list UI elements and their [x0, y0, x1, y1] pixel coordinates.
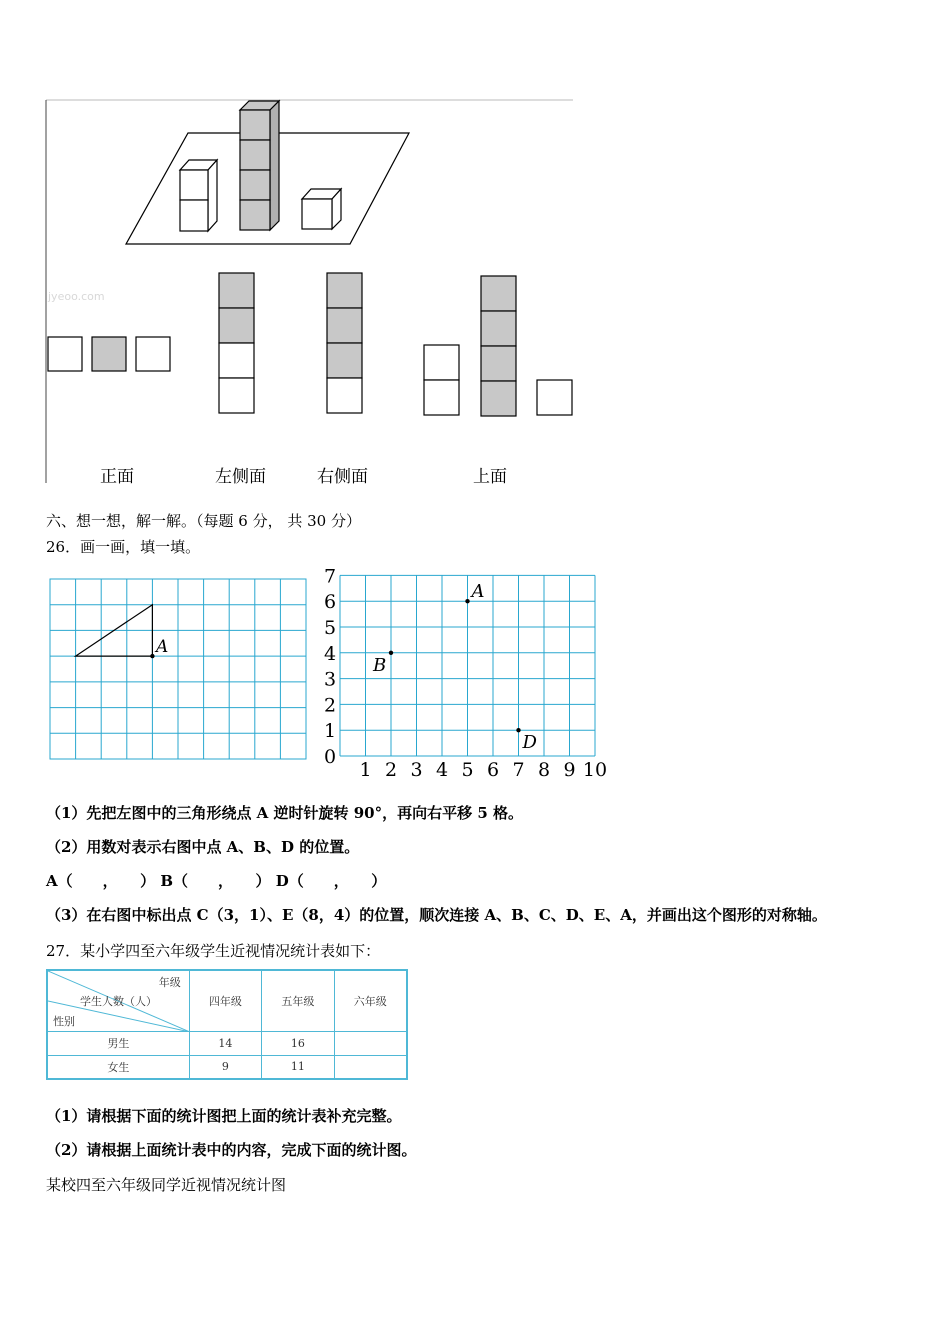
q26-part1: （1）先把左图中的三角形绕点 A 逆时针旋转 90°，再向右平移 5 格。 — [46, 804, 523, 822]
table-cell: 9 — [189, 1055, 261, 1079]
y-tick-label: 2 — [323, 694, 337, 717]
table-cell: 14 — [189, 1031, 261, 1055]
label-top: 上面 — [473, 467, 507, 487]
x-tick-label: 6 — [486, 759, 500, 781]
cube-views-figure — [40, 95, 580, 495]
q26-title: 26．画一画，填一填。 — [46, 538, 201, 556]
q26-part3: （3）在右图中标出点 C（3，1）、E（8，4）的位置，顺次连接 A、B、C、D、E、A，并画出这个图形的对称轴。 — [46, 906, 827, 924]
y-tick-label: 4 — [323, 642, 337, 665]
point-label-b: B — [373, 654, 387, 676]
watermark: jyeoo.com — [48, 290, 105, 303]
x-tick-label: 3 — [410, 759, 423, 781]
x-tick-label: 10 — [582, 759, 608, 781]
point-a — [465, 599, 469, 603]
top-view — [424, 276, 572, 416]
left-side-view — [219, 273, 254, 413]
y-tick-label: 7 — [323, 565, 337, 588]
left-grid-point-label: A — [156, 637, 169, 657]
table-cell-blank[interactable] — [334, 1055, 407, 1079]
table-row — [47, 1055, 407, 1079]
y-tick-label: 1 — [323, 720, 337, 743]
right-side-view — [327, 273, 362, 413]
header-grade: 年级 — [158, 976, 181, 989]
q27-chart-title: 某校四至六年级同学近视情况统计图 — [46, 1176, 287, 1194]
x-tick-label: 1 — [359, 759, 372, 781]
label-left-side: 左侧面 — [215, 467, 266, 487]
y-tick-label: 0 — [323, 746, 337, 768]
x-tick-label: 7 — [512, 759, 525, 781]
table-cell: 16 — [262, 1031, 334, 1055]
label-right-side: 右侧面 — [317, 467, 368, 487]
cube-stack-tall — [240, 101, 279, 230]
header-gender: 性别 — [53, 1015, 75, 1028]
table-header-diagonal-cell — [47, 970, 189, 1031]
header-count: 学生人数（人） — [80, 995, 157, 1008]
myopia-stats-table — [46, 969, 408, 1080]
point-b — [389, 651, 393, 655]
table-cell-blank[interactable] — [334, 1031, 407, 1055]
right-coordinate-grid — [318, 562, 618, 782]
col-header: 五年级 — [262, 970, 334, 1031]
x-tick-label: 2 — [384, 759, 398, 781]
row-label: 男生 — [47, 1031, 189, 1055]
table-cell: 11 — [262, 1055, 334, 1079]
q27-part1: （1）请根据下面的统计图把上面的统计表补充完整。 — [46, 1107, 402, 1125]
table-row — [47, 1031, 407, 1055]
point-a-left — [150, 654, 154, 658]
front-view — [48, 337, 170, 371]
x-tick-label: 4 — [435, 759, 449, 781]
point-d — [516, 728, 520, 732]
y-tick-label: 6 — [323, 591, 337, 614]
col-header: 四年级 — [189, 970, 261, 1031]
x-tick-label: 5 — [461, 759, 474, 781]
point-label-d: D — [522, 732, 537, 754]
cube-single-right — [302, 189, 341, 229]
q26-part2: （2）用数对表示右图中点 A、B、D 的位置。 — [46, 838, 360, 856]
col-header: 六年级 — [334, 970, 407, 1031]
x-tick-label: 9 — [563, 759, 576, 781]
point-label-a: A — [471, 581, 485, 603]
label-front: 正面 — [100, 467, 134, 487]
left-grid — [48, 577, 310, 761]
row-label: 女生 — [47, 1055, 189, 1079]
q26-answer-line: A（ ， ） B（ ， ） D（ ， ） — [46, 872, 387, 890]
cube-stack-left — [180, 160, 217, 231]
section-six-heading: 六、想一想，解一解。（每题 6 分， 共 30 分） — [46, 512, 361, 530]
y-tick-label: 3 — [323, 668, 337, 691]
y-tick-label: 5 — [323, 617, 337, 639]
x-tick-label: 8 — [537, 759, 551, 781]
q27-title: 27．某小学四至六年级学生近视情况统计表如下： — [46, 942, 381, 960]
q27-part2: （2）请根据上面统计表中的内容，完成下面的统计图。 — [46, 1141, 417, 1159]
